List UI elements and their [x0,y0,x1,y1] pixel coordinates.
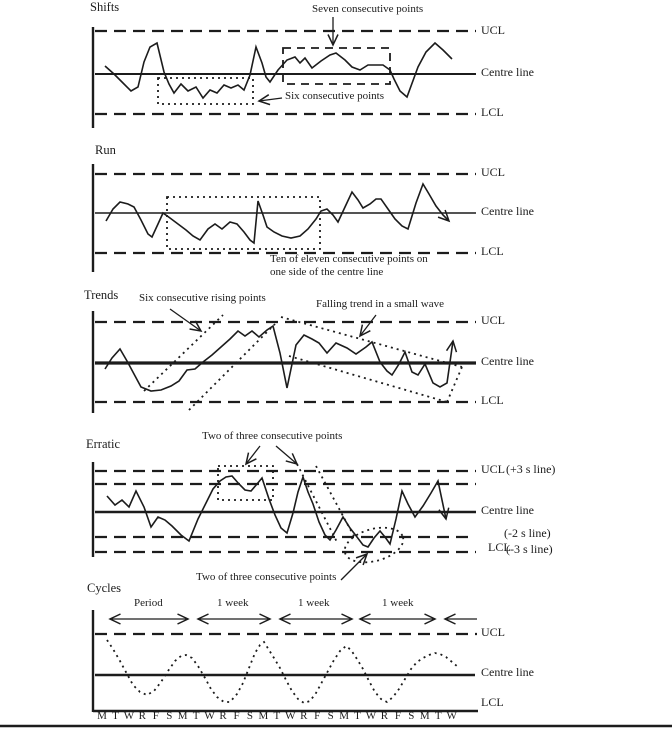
day-letter: F [152,710,159,722]
run-caption-line2: one side of the centre line [270,266,384,278]
minus3s-note-label: (-3 s line) [506,542,553,556]
day-letter: S [327,710,334,722]
day-letter: M [339,710,349,722]
minus2s-note-label: (-2 s line) [504,526,551,540]
day-letter: R [300,710,308,722]
panel-title-trends: Trends [84,288,119,302]
day-letter: M [177,710,188,722]
shifts-panel [93,17,476,128]
ucl-label-trends: UCL [481,313,505,327]
trends-rising-arrow [170,309,201,331]
day-letter: S [246,710,253,722]
trends-falling-arrow [360,315,376,336]
day-letter: W [123,710,135,722]
day-letter: M [419,710,430,722]
erratic-bottom-arrow [341,554,367,580]
panel-title-run: Run [95,143,116,157]
run-ten-of-eleven-box [167,197,320,249]
day-letter: W [365,710,377,722]
erratic-top-arrow-right [276,446,297,464]
day-letter: T [192,710,200,722]
shifts-data-line [105,43,452,98]
cycles-wave-line [107,640,458,703]
annotation-seven-consecutive: Seven consecutive points [312,3,424,15]
ucl-label-shifts: UCL [481,23,505,37]
ucl-label-cycles: UCL [481,625,505,639]
cycles-panel [0,610,672,726]
panel-title-erratic: Erratic [86,437,121,451]
lcl-label-erratic: LCL [488,540,511,554]
annotation-falling-trend: Falling trend in a small wave [316,298,444,310]
plus3s-note-label: (+3 s line) [506,462,556,476]
span-label-week-1: 1 week [217,597,249,609]
centre-label-shifts: Centre line [481,65,534,79]
day-letter: W [204,710,215,722]
erratic-panel [93,446,476,580]
day-letter: T [273,710,281,722]
erratic-top-arrow-left [246,446,260,464]
span-label-week-3: 1 week [382,597,414,609]
panel-title-cycles: Cycles [87,581,122,595]
trends-panel [93,309,476,413]
lcl-label-trends: LCL [481,393,504,407]
ucl-label-erratic: UCL [481,462,505,476]
annotation-rising-points: Six consecutive rising points [139,292,266,304]
day-letter: S [408,710,415,722]
centre-label-cycles: Centre line [481,665,534,679]
day-letter: R [380,710,389,722]
centre-label-run: Centre line [481,204,534,218]
lcl-label-shifts: LCL [481,105,504,119]
ucl-label-run: UCL [481,165,505,179]
day-letter: S [166,710,173,722]
centre-label-erratic: Centre line [481,503,534,517]
run-caption-line1: Ten of eleven consecutive points on [270,253,428,265]
centre-label-trends: Centre line [481,354,534,368]
span-label-period: Period [134,597,163,609]
trends-rising-band-left [144,315,223,391]
day-letter: F [394,710,401,722]
lcl-label-run: LCL [481,244,504,258]
shifts-six-points-arrow [259,98,282,101]
day-letter: T [354,710,361,722]
annotation-six-consecutive: Six consecutive points [285,90,384,102]
day-letter: W [446,710,457,722]
day-letter: R [138,710,147,722]
day-letter: M [258,710,269,722]
span-label-week-2: 1 week [298,597,330,609]
annotation-two-of-three-top: Two of three consecutive points [202,430,343,442]
annotation-two-of-three-bottom: Two of three consecutive points [196,571,337,583]
trends-data-line [105,326,453,391]
day-letter: F [314,710,321,722]
day-letter: W [285,710,296,722]
day-letter: R [219,710,227,722]
day-letter: M [97,710,107,722]
day-letter: T [434,710,442,722]
lcl-label-cycles: LCL [481,695,504,709]
day-letter: F [233,710,240,722]
panel-title-shifts: Shifts [90,0,120,14]
erratic-two-of-three-box [218,466,273,500]
day-letter: T [112,710,119,722]
